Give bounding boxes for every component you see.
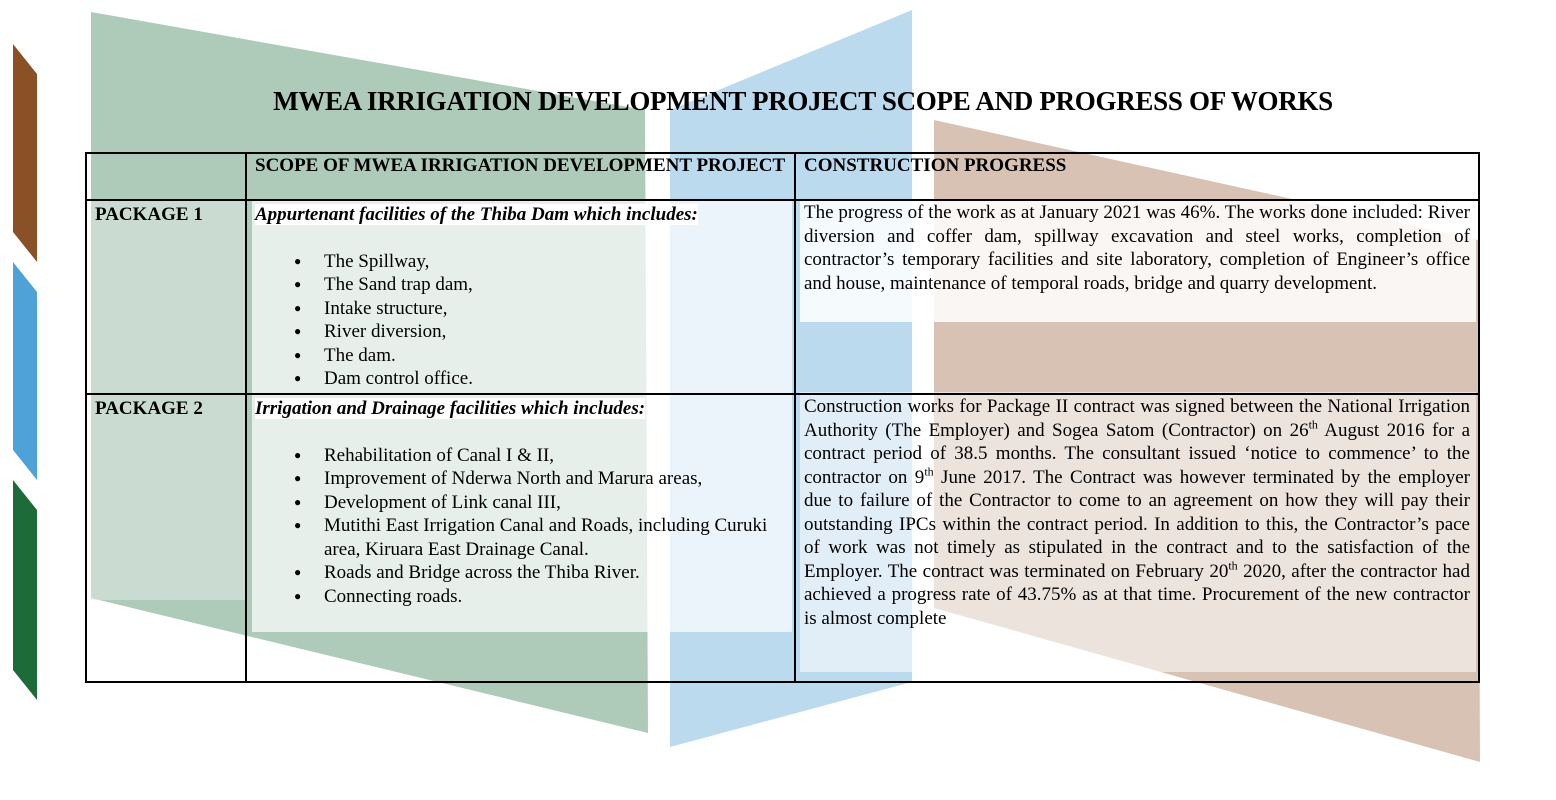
list-item: ● The Sand trap dam, xyxy=(294,274,473,295)
list-item: ● The Spillway, xyxy=(294,250,430,272)
list-item: ● Dam control office. xyxy=(294,368,473,389)
bullet-icon: ● xyxy=(294,277,302,291)
header-progress: CONSTRUCTION PROGRESS xyxy=(795,153,1479,200)
bullet-icon: ● xyxy=(294,447,302,462)
side-stripe-green xyxy=(13,480,37,700)
list-item: ● The dam. xyxy=(294,344,396,366)
bullet-icon: ● xyxy=(294,588,302,603)
list-item: ● River diversion, xyxy=(294,321,447,342)
table-header-row xyxy=(86,153,1479,200)
scope-progress-table xyxy=(85,152,1480,683)
bullet-icon: ● xyxy=(294,324,302,338)
page-title: MWEA IRRIGATION DEVELOPMENT PROJECT SCOPE AND PROGRESS OF WORKS xyxy=(273,86,1333,116)
header-package xyxy=(86,153,246,200)
scope-list xyxy=(255,421,786,609)
list-item: ● Rehabilitation of Canal I & II, xyxy=(294,444,555,466)
table-row xyxy=(86,394,1479,682)
scope-lead: Irrigation and Drainage facilities which includes: xyxy=(255,398,646,419)
scope-lead: Appurtenant facilities of the Thiba Dam which includes: xyxy=(255,204,698,225)
list-item: ● Development of Link canal III, xyxy=(294,491,561,513)
table-row xyxy=(86,200,1479,394)
bullet-icon: ● xyxy=(294,347,302,362)
scope-cell xyxy=(246,394,795,682)
scope-list xyxy=(255,227,786,391)
package-label: PACKAGE 2 xyxy=(86,394,246,682)
progress-text: The progress of the work as at January 2021 was 46%. The works done included: River diversion and coffer dam, spillway excavation and steel works, completion of contractor’s temporary facilities and site laboratory, completion of Engineer’s office and house, maintenance of temporal roads, bridge and quarry development. xyxy=(795,200,1479,394)
progress-text: Construction works for Package II contract was signed between the National Irrigation Authority (The Employer) and Sogea Satom (Contractor) on 26th August 2016 for a contract period of 38.5 months. The consultant issued ‘notice to commence’ to the contractor on 9th June 2017. The Contract was however terminated by the employer due to failure of the Contractor to come to an agreement on how they will pay their outstanding IPCs within the contract period. In addition to this, the Contractor’s pace of work was not timely as stipulated in the contract and to the satisfaction of the Employer. The contract was terminated on February 20th 2020, after the contractor had achieved a progress rate of 43.75% as at that time. Procurement of the new contractor is almost complete xyxy=(795,394,1479,682)
side-stripe-blue xyxy=(13,262,37,480)
list-item: ● Roads and Bridge across the Thiba River. xyxy=(294,562,640,583)
bullet-icon: ● xyxy=(294,471,302,485)
header-scope: SCOPE OF MWEA IRRIGATION DEVELOPMENT PROJECT xyxy=(246,153,795,200)
bullet-icon: ● xyxy=(294,300,302,315)
side-stripe-brown xyxy=(13,44,37,262)
list-item: ● Improvement of Nderwa North and Marura areas, xyxy=(294,468,703,489)
scope-cell xyxy=(246,200,795,394)
list-item: ● Connecting roads. xyxy=(294,585,463,607)
bullet-icon: ● xyxy=(294,518,302,532)
bullet-icon: ● xyxy=(294,253,302,268)
bullet-icon: ● xyxy=(294,565,302,579)
bullet-icon: ● xyxy=(294,371,302,385)
list-item: ● Intake structure, xyxy=(294,297,448,319)
package-label: PACKAGE 1 xyxy=(86,200,246,394)
list-item: ● Mutithi East Irrigation Canal and Roads, including Curuki area, Kiruara East Drainage Canal. xyxy=(294,515,768,560)
bullet-icon: ● xyxy=(294,494,302,509)
